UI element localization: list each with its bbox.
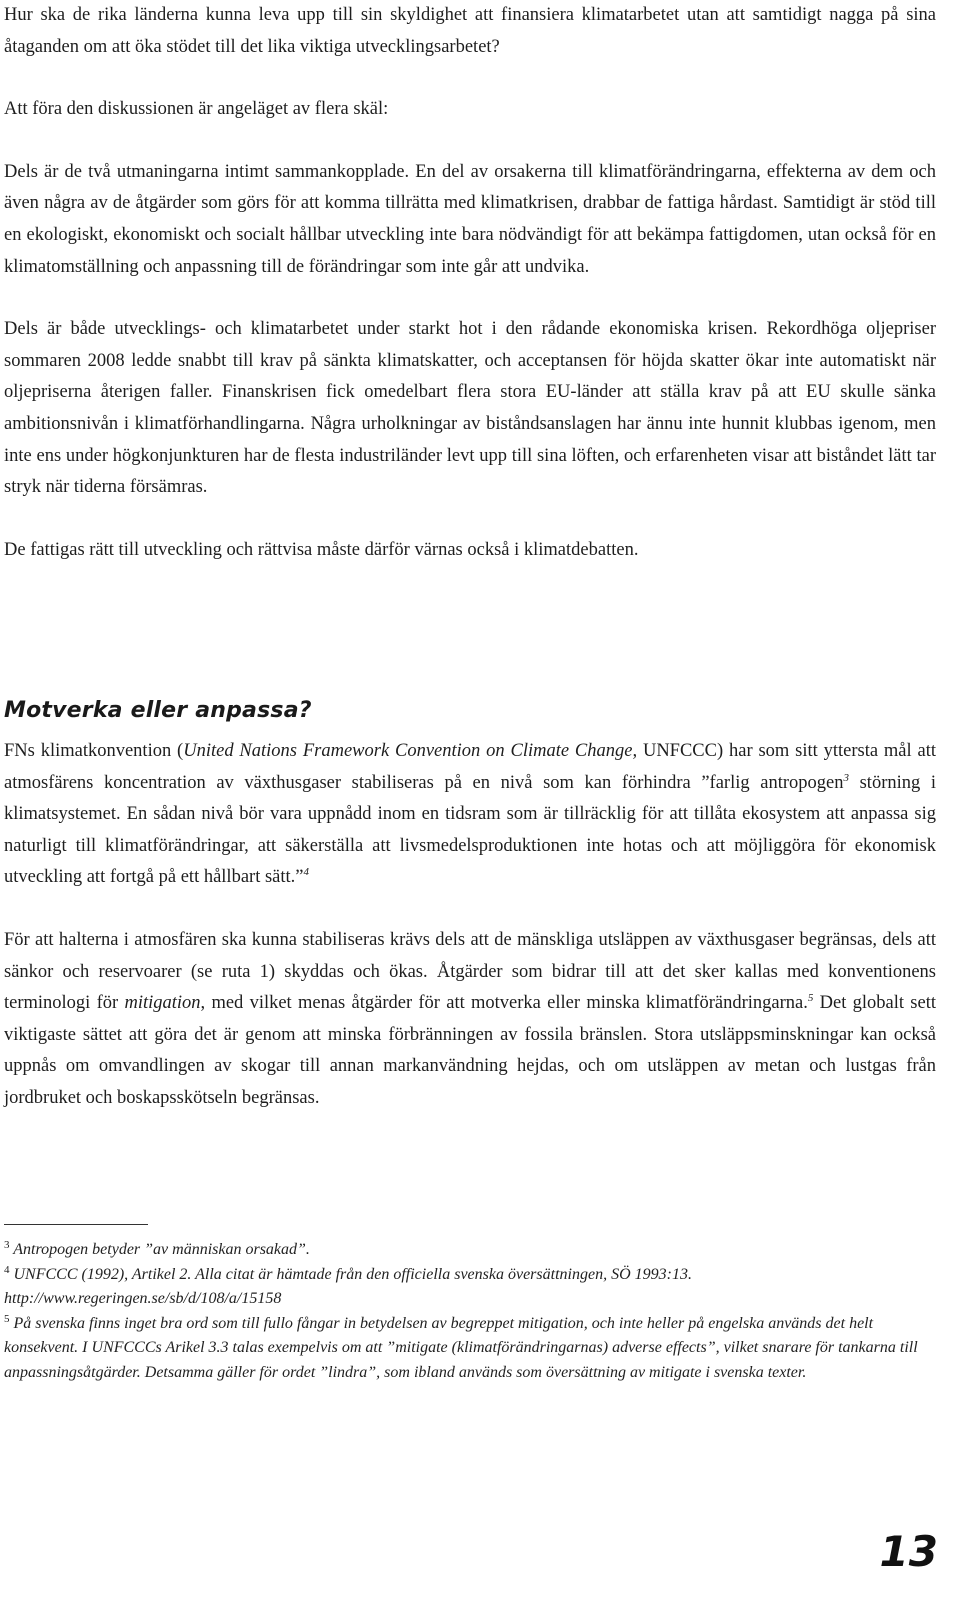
footnote-ref-5[interactable]: 5 [807,992,814,1005]
footnote-ref-3[interactable]: 3 [843,771,849,784]
page-number: 13 [879,1527,938,1576]
paragraph-reasons-intro: Att föra den diskussionen är angeläget av flera skäl: [4,99,389,120]
footnote-4: $^4$ UNFCCC (1992), Artikel 2. Alla citat är hämtade från den officiella svenska översättningen, SÖ 1993:13. http://www.regeringen.se/sb/d/108/a/15158 [4,1263,692,1307]
paragraph-reason-one: Dels är de två utmaningarna intimt sammankopplade. En del av orsakerna till klimatförändringarna, effekterna av dem och även några av de åtgärder som görs för att komma tillrätta med klimatkrisen, drabbar de fattiga hårdast. Samtidigt är stöd till en ekologiskt, ekonomiskt och socialt hållbar utveckling inte bara nödvändigt för att bekämpa fattigdomen, utan också för en klimatomställning och anpassning till de förändringar som inte går att undvika. [4,161,936,277]
footnote-ref-4[interactable]: 4 [303,866,309,879]
intro-text [4,0,936,566]
paragraph-mitigation: För att halterna i atmosfären ska kunna stabiliseras krävs dels att de mänskliga utsläppen av växthusgaser begränsas, dels att sänkor och reservoarer (se ruta 1) skyddas och ökas. Åtgärder som bidrar till att det sker kallas med konventionens terminologi för mitigation, med vilket menas åtgärder för att motverka eller minska klimatförändringarna.$^5$ Det globalt sett viktigaste sättet att göra det är genom att minska förbränningen av fossila bränslen. Stora utsläppsminskningar kan också uppnås om omvandlingen av skogar till annan markanvändning hejdas, och om utsläppen av metan och lustgas från jordbruket och boskapsskötseln begränsas. [4,929,936,1108]
paragraph-reason-two: Dels är både utvecklings- och klimatarbetet under starkt hot i den rådande ekonomiska krisen. Rekordhöga oljepriser sommaren 2008 ledde snabbt till krav på sänkta klimatskatter, och acceptansen för höjda skatter ökar inte automatiskt när oljepriserna återigen faller. Finanskrisen fick omedelbart flera stora EU-länder att ställa krav på att EU skulle sänka ambitionsnivån i klimatförhandlingarna. Några urholkningar av biståndsanslagen har ännu inte hunnit klubbas igenom, men inte ens under högkonjunkturen har de flesta industriländer levt upp till sina löften, och erfarenheten visar att biståndet lätt tar stryk när tiderna försämras. [4,319,936,498]
paragraph-question: Hur ska de rika länderna kunna leva upp till sin skyldighet att finansiera klimatarbetet utan att samtidigt nagga på sina åtaganden om att öka stödet till det lika viktiga utvecklingsarbetet? [4,5,936,57]
footnote-5: $^5$ På svenska finns inget bra ord som till fullo fångar in betydelsen av begreppet mitigation, och inte heller på engelska används det helt konsekvent. I UNFCCCs Arikel 3.3 talas exempelvis om att ”mitigate (klimatförändringarnas) adverse effects”, vilket snarare för tankarna till anpassningsåtgärder. Detsamma gäller för ordet ”lindra”, som ibland används som översättning av mitigate i svenska texter. [4,1312,918,1381]
paragraph-conclusion: De fattigas rätt till utveckling och rättvisa måste därför värnas också i klimatdebatten. [4,539,639,560]
section-heading: Motverka eller anpassa? [4,698,312,723]
section [4,698,936,723]
footnotes [4,1238,924,1385]
paragraph-unfccc: FNs klimatkonvention (United Nations Framework Convention on Climate Change, UNFCCC) har som sitt yttersta mål att atmosfärens koncentration av växthusgaser stabiliseras på en nivå som kan förhindra ”farlig antropogen$^3$ störning i klimatsystemet. En sådan nivå bör vara uppnådd inom en tidsram som är tillräcklig för att tillåta ekosystem att anpassa sig naturligt till klimatförändringar, att säkerställa att livsmedelsproduktionen inte hotas och att möjliggöra för ekonomisk utveckling att fortgå på ett hållbart sätt.”$^4$ [4,741,937,888]
section-body [4,736,936,1115]
footnote-separator [4,1224,148,1225]
footnote-3: $^3$ Antropogen betyder ”av människan orsakad”. [4,1239,310,1258]
